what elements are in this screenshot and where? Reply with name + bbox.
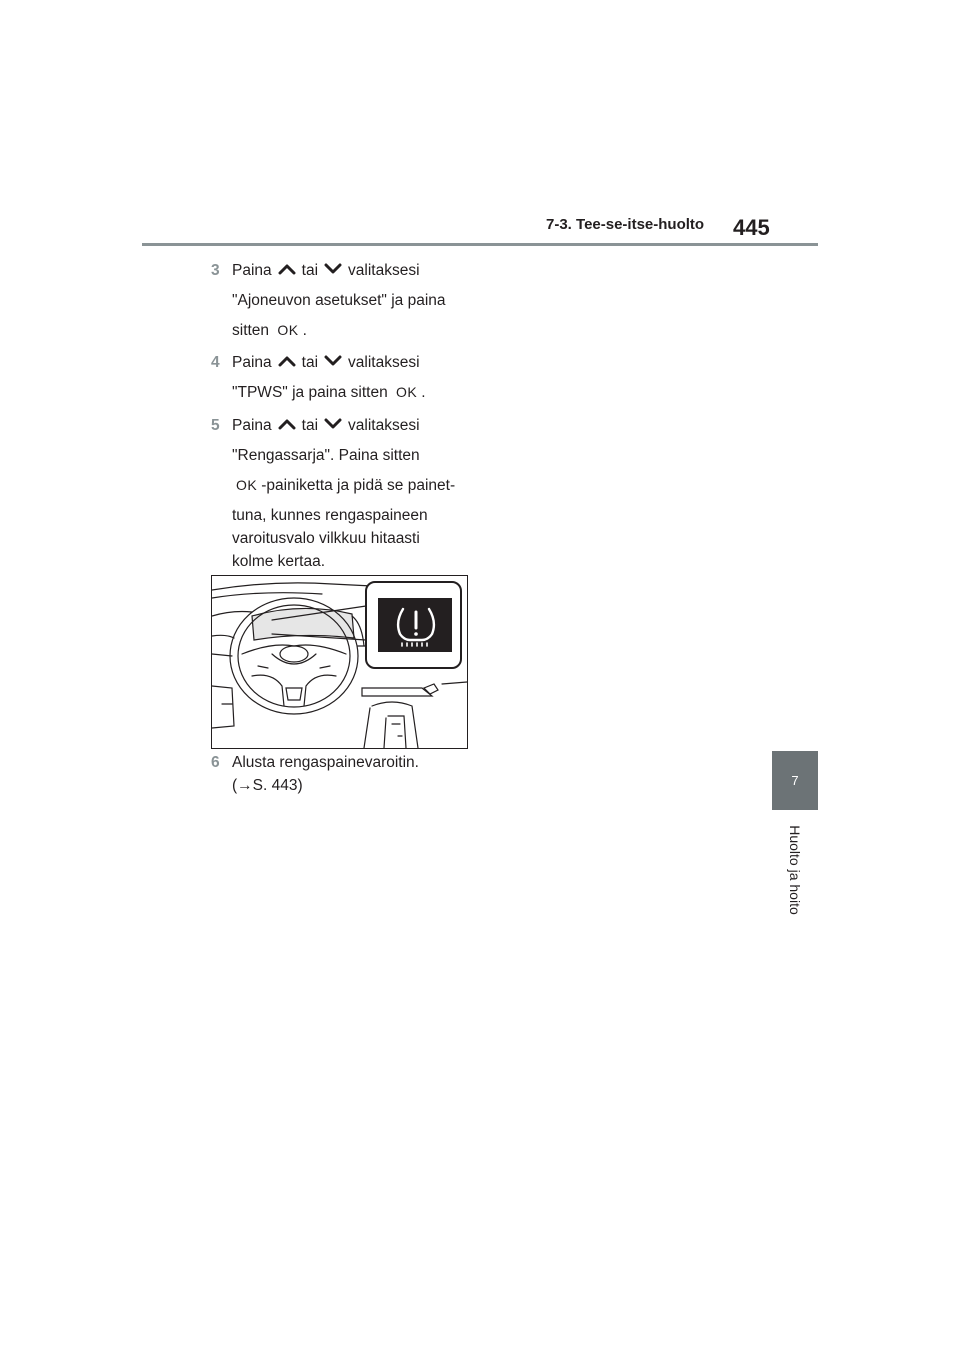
step-text: . bbox=[421, 384, 426, 402]
header-divider bbox=[142, 243, 818, 246]
chevron-down-icon bbox=[324, 414, 342, 437]
step-number: 5 bbox=[211, 417, 220, 434]
step-text: Paina bbox=[232, 417, 272, 434]
chevron-down-icon bbox=[324, 259, 342, 282]
step-text: tai bbox=[301, 417, 319, 434]
chapter-tab bbox=[772, 751, 818, 810]
step-3 bbox=[211, 259, 471, 342]
step-text: tai bbox=[301, 354, 319, 371]
chapter-label: Huolto ja hoito bbox=[787, 825, 803, 915]
step-text: valitaksesi bbox=[348, 262, 420, 279]
chevron-up-icon bbox=[278, 414, 296, 437]
step-4 bbox=[211, 351, 471, 404]
step-text: . bbox=[302, 322, 307, 340]
step-text: Paina bbox=[232, 262, 272, 279]
dashboard-drawing bbox=[212, 576, 467, 748]
step-number: 6 bbox=[211, 754, 220, 771]
dashboard-illustration bbox=[211, 575, 468, 749]
page-number: 445 bbox=[733, 215, 770, 240]
ok-button-symbol: OK bbox=[236, 477, 258, 494]
step-text: valitaksesi bbox=[348, 354, 420, 371]
step-number: 4 bbox=[211, 354, 220, 371]
chapter-number: 7 bbox=[791, 773, 799, 788]
step-text: Paina bbox=[232, 354, 272, 371]
ok-button-symbol: OK bbox=[396, 384, 418, 401]
step-text: Alusta rengaspainevaroitin. bbox=[232, 754, 419, 771]
step-text: tuna, kunnes rengaspaineen bbox=[232, 507, 428, 525]
chevron-up-icon bbox=[278, 259, 296, 282]
step-text: valitaksesi bbox=[348, 417, 420, 434]
step-text: sitten bbox=[232, 322, 270, 340]
step-5 bbox=[211, 414, 471, 573]
step-text: "Rengassarja". Paina sitten bbox=[232, 447, 420, 465]
step-text: -painiketta ja pidä se painet- bbox=[261, 477, 456, 495]
step-text: tai bbox=[301, 262, 319, 279]
section-title: 7-3. Tee-se-itse-huolto bbox=[546, 216, 705, 233]
step-text: "Ajoneuvon asetukset" ja paina bbox=[232, 292, 446, 310]
step-number: 3 bbox=[211, 262, 220, 279]
step-text: varoitusvalo vilkkuu hitaasti bbox=[232, 530, 420, 548]
step-text: kolme kertaa. bbox=[232, 553, 326, 571]
ok-button-symbol: OK bbox=[277, 322, 299, 339]
chevron-up-icon bbox=[278, 351, 296, 374]
chevron-down-icon bbox=[324, 351, 342, 374]
page-reference: (→S. 443) bbox=[232, 777, 303, 794]
step-text: "TPWS" ja paina sitten bbox=[232, 384, 388, 402]
step-6 bbox=[211, 751, 471, 797]
